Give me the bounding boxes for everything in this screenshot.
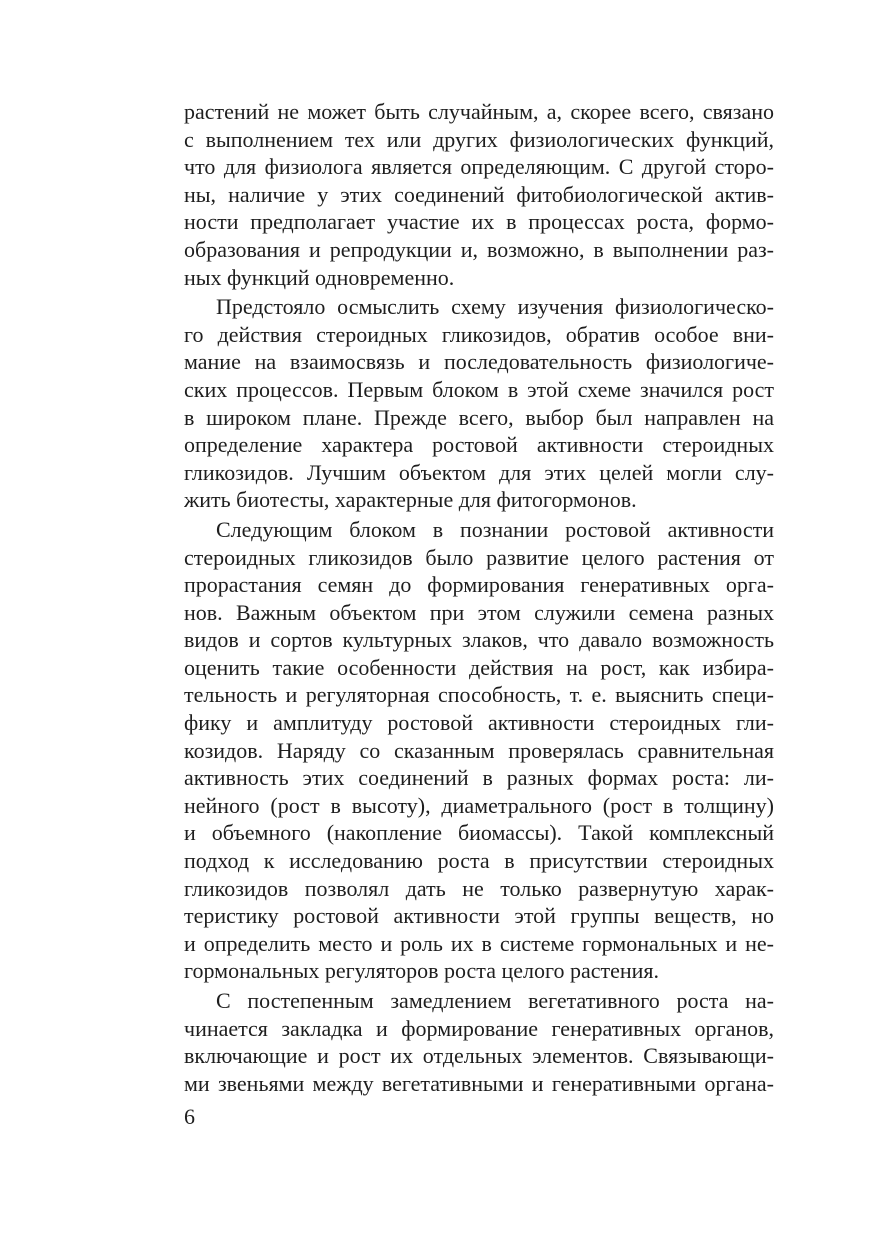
text-line: с выполнением тех или других физиологических функций, [184,126,774,152]
body-text [184,98,774,1097]
text-line: ных функций одновременно. [184,264,455,290]
page-number: 6 [184,1104,195,1129]
text-line: гликозидов. Лучшим объектом для этих целей могли слу- [184,459,774,485]
text-line: Следующим блоком в познании ростовой активности [216,516,774,542]
text-line: видов и сортов культурных злаков, что давало возможность [184,627,774,653]
text-line: определение характера ростовой активности стероидных [184,432,774,458]
text-line: включающие и рост их отдельных элементов. Связывающи- [184,1043,774,1069]
text-line: нейного (рост в высоту), диаметрального (рост в толщину) [184,792,774,818]
text-line: активность этих соединений в разных формах роста: ли- [184,765,774,791]
text-line: ности предполагает участие их в процессах роста, формо- [184,209,774,235]
text-line: что для физиолога является определяющим. С другой сторо- [184,154,774,180]
paragraph-4 [184,987,774,1097]
paragraph-2 [184,293,774,514]
text-line: прорастания семян до формирования генеративных орга- [184,572,774,598]
text-line: подход к исследованию роста в присутствии стероидных [184,848,774,874]
text-line: и определить место и роль их в системе гормональных и не- [184,930,774,956]
text-line: С постепенным замедлением вегетативного роста на- [216,988,774,1013]
text-line: оценить такие особенности действия на рост, как избира- [184,654,774,680]
text-line: козидов. Наряду со сказанным проверялась сравнительная [184,737,774,763]
text-line: гормональных регуляторов роста целого растения. [184,958,660,984]
paragraph-1 [184,98,774,291]
text-line: теристику ростовой активности этой группы веществ, но [184,903,774,929]
text-line: тельность и регуляторная способность, т. е. выяснить специ- [184,682,774,708]
text-line: мание на взаимосвязь и последовательность физиологиче- [184,349,774,375]
text-line: ских процессов. Первым блоком в этой схеме значился рост [184,376,774,402]
text-line: ны, наличие у этих соединений фитобиологической актив- [184,181,774,207]
text-line: Предстояло осмыслить схему изучения физиологическо- [216,294,774,320]
text-line: стероидных гликозидов было развитие целого растения от [184,544,774,570]
text-line: чинается закладка и формирование генеративных органов, [184,1015,774,1041]
text-line: го действия стероидных гликозидов, обратив особое вни- [184,321,774,347]
text-line: ми звеньями между вегетативными и генеративными органа- [184,1070,774,1096]
text-line: нов. Важным объектом при этом служили семена разных [184,599,774,625]
text-line: образования и репродукции и, возможно, в выполнении раз- [184,236,774,262]
text-line: в широком плане. Прежде всего, выбор был направлен на [184,404,774,430]
paragraph-3 [184,516,774,985]
text-line: жить биотесты, характерные для фитогормонов. [184,487,637,513]
text-line: и объемного (накопление биомассы). Такой комплексный [184,820,774,846]
text-line: фику и амплитуду ростовой активности стероидных гли- [184,710,774,736]
text-line: гликозидов позволял дать не только развернутую харак- [184,875,774,901]
text-line: растений не может быть случайным, а, скорее всего, связано [184,99,774,124]
